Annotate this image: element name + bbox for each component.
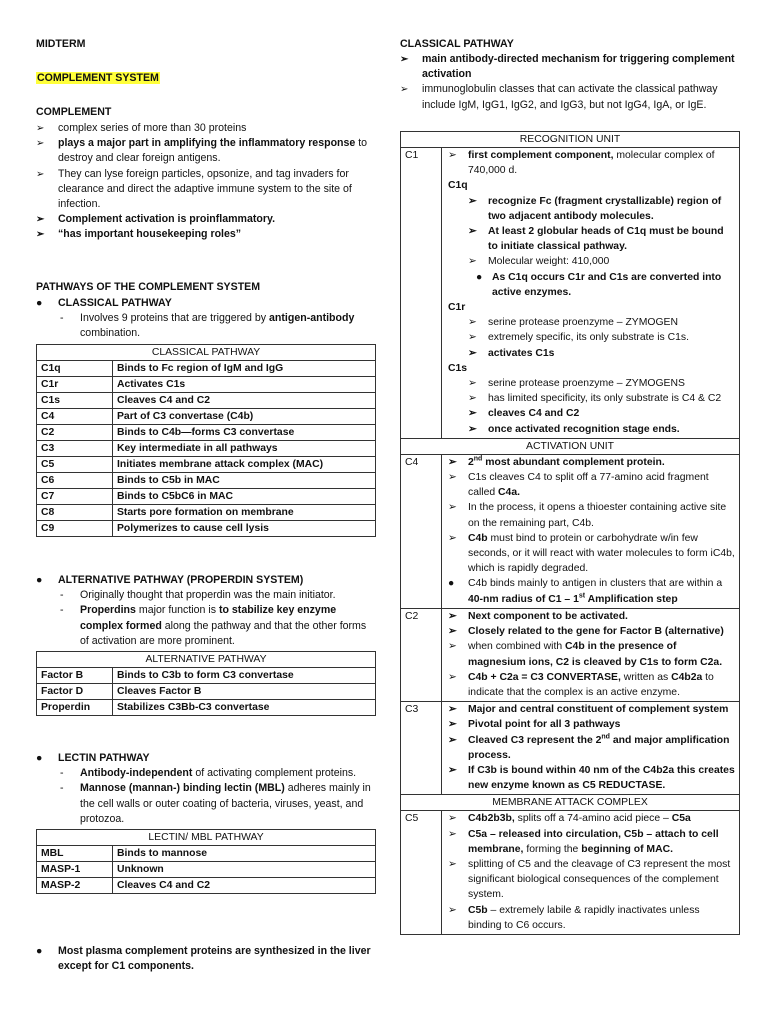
classical-section <box>36 296 376 537</box>
list-item: ➢ C5b – extremely labile & rapidly inactivates unless binding to C6 occurs. <box>448 904 700 931</box>
row-description: Key intermediate in all pathways <box>113 440 376 456</box>
list-item: ➢ “has important housekeeping roles” <box>36 227 376 242</box>
table-row <box>37 392 376 408</box>
row-description: Starts pore formation on membrane <box>113 504 376 520</box>
list-item: ➢ C4b must bind to protein or carbohydrate w/in few seconds, or it will react with water molecules to form iC4b, which is rapidly degraded. <box>448 532 735 575</box>
list-item: ➢ C4b + C2a = C3 CONVERTASE, written as C4b2a to indicate that the complex is an active enzyme. <box>448 671 714 698</box>
table-row <box>37 862 376 878</box>
row-label: MASP-2 <box>37 878 113 894</box>
row-label: C5 <box>401 811 442 935</box>
row-description: Cleaves C4 and C2 <box>113 878 376 894</box>
sub-heading: C1q <box>448 180 468 192</box>
table-title: CLASSICAL PATHWAY <box>37 344 376 360</box>
classical-intro-list <box>400 52 740 113</box>
arrowhead-bullet-icon: ➢ <box>468 256 477 268</box>
table-row <box>37 846 376 862</box>
list-item: ➢ C5a – released into circulation, C5b – attach to cell membrane, forming the beginning of MAC. <box>448 828 719 855</box>
row-label: Properdin <box>37 700 113 716</box>
round-bullet-icon: ● <box>36 574 43 586</box>
arrowhead-bullet-icon: ➢ <box>448 456 457 468</box>
arrowhead-bullet-icon: ➢ <box>468 226 477 238</box>
list-item: ➢ C4b2b3b, splits off a 74-amino acid piece – C5a <box>446 811 735 826</box>
arrowhead-bullet-icon: ➢ <box>400 54 409 65</box>
list-item: ➢ plays a major part in amplifying the inflammatory response to destroy and clear foreign antigens. <box>36 137 368 165</box>
arrowhead-bullet-icon: ➢ <box>36 214 45 226</box>
row-description: Binds to Fc region of IgM and IgG <box>113 360 376 376</box>
row-label: C1q <box>37 360 113 376</box>
midterm-label: MIDTERM <box>36 38 86 50</box>
arrowhead-bullet-icon: ➢ <box>448 671 457 683</box>
pathways-heading: PATHWAYS OF THE COMPLEMENT SYSTEM <box>36 281 261 293</box>
list-item: ➢ when combined with C4b in the presence of magnesium ions, C2 is cleaved by C1s to form C2a. <box>448 641 723 668</box>
list-item: ● C4b binds mainly to antigen in clusters that are within a 40-nm radius of C1 – 1st Amplification step <box>448 578 723 605</box>
table-row <box>401 148 740 439</box>
row-description: Binds to C5b in MAC <box>113 472 376 488</box>
table-title: ALTERNATIVE PATHWAY <box>37 652 376 668</box>
arrowhead-bullet-icon: ➢ <box>448 532 457 544</box>
arrowhead-bullet-icon: ➢ <box>448 828 457 840</box>
list-item: ➢ They can lyse foreign particles, opsonize, and tag invaders for clearance and direct the adaptive immune system to the site of infection. <box>36 167 352 211</box>
table-row <box>37 700 376 716</box>
row-label: C6 <box>37 472 113 488</box>
table-row <box>37 472 376 488</box>
row-label: C1r <box>37 376 113 392</box>
sub-heading: C1s <box>448 362 468 374</box>
list-item: ➢ serine protease proenzyme – ZYMOGENS <box>446 376 735 391</box>
complement-list <box>36 121 376 243</box>
arrowhead-bullet-icon: ➢ <box>448 641 457 653</box>
list-item: ➢ Closely related to the gene for Factor B (alternative) <box>446 624 735 639</box>
arrowhead-bullet-icon: ➢ <box>448 764 457 776</box>
note-item: - Originally thought that properdin was the main initiator. <box>60 589 336 602</box>
note-item: - Involves 9 proteins that are triggered by antigen-antibody combination. <box>60 312 355 340</box>
row-label: C2 <box>401 608 442 701</box>
row-description: Binds to mannose <box>113 846 376 862</box>
row-label: C5 <box>37 456 113 472</box>
list-item: ➢ Next component to be activated. <box>446 609 735 624</box>
row-label: MASP-1 <box>37 862 113 878</box>
arrowhead-bullet-icon: ➢ <box>468 393 477 405</box>
row-label: C9 <box>37 520 113 536</box>
row-label: Factor D <box>37 684 113 700</box>
row-description: Cleaves Factor B <box>113 684 376 700</box>
activation-unit-header: ACTIVATION UNIT <box>401 438 740 454</box>
list-item: ➢ has limited specificity, its only substrate is C4 & C2 <box>446 391 735 406</box>
list-item: ➢ immunoglobulin classes that can activate the classical pathway include IgM, IgG1, IgG2, and IgG3, but not IgG4, IgA, or IgE. <box>400 83 718 111</box>
row-label: C7 <box>37 488 113 504</box>
list-item: ➢ main antibody-directed mechanism for triggering complement activation <box>400 53 735 81</box>
arrowhead-bullet-icon: ➢ <box>468 195 477 207</box>
bullet-item: ● Most plasma complement proteins are synthesized in the liver except for C1 components. <box>36 945 371 973</box>
list-item: ➢ If C3b is bound within 40 nm of the C4b2a this creates new enzyme known as C5 REDUCTASE. <box>448 764 735 792</box>
arrowhead-bullet-icon: ➢ <box>448 734 457 746</box>
arrowhead-bullet-icon: ➢ <box>448 610 457 622</box>
table-row <box>401 454 740 608</box>
arrowhead-bullet-icon: ➢ <box>468 347 477 359</box>
list-item: ➢ Pivotal point for all 3 pathways <box>446 717 735 732</box>
note-item: - Properdins major function is to stabilize key enzyme complex formed along the pathway and that the other forms of activation are more prominent. <box>60 604 367 647</box>
round-bullet-icon: ● <box>36 297 43 309</box>
round-bullet-icon: ● <box>448 578 455 590</box>
arrowhead-bullet-icon: ➢ <box>468 332 477 344</box>
round-bullet-icon: ● <box>36 945 43 957</box>
bullet-item: ● CLASSICAL PATHWAY <box>36 296 376 311</box>
list-item: ➢ recognize Fc (fragment crystallizable) region of two adjacent antibody molecules. <box>468 195 722 222</box>
mac-header: MEMBRANE ATTACK COMPLEX <box>401 795 740 811</box>
table-row <box>37 376 376 392</box>
list-item: ➢ C1s cleaves C4 to split off a 77-amino acid fragment called C4a. <box>448 472 709 499</box>
row-description: Polymerizes to cause cell lysis <box>113 520 376 536</box>
list-item: ➢ In the process, it opens a thioester containing active site on the remaining part, C4b. <box>448 502 727 529</box>
list-item: ➢ Molecular weight: 410,000 <box>446 254 735 269</box>
row-description: Initiates membrane attack complex (MAC) <box>113 456 376 472</box>
arrowhead-bullet-icon: ➢ <box>468 408 477 420</box>
round-bullet-icon: ● <box>36 752 43 764</box>
complement-heading: COMPLEMENT <box>36 106 112 118</box>
row-description: Binds to C3b to form C3 convertase <box>113 668 376 684</box>
round-bullet-icon: ● <box>476 271 483 283</box>
sub-heading: C1r <box>448 302 466 314</box>
arrowhead-bullet-icon: ➢ <box>448 502 457 514</box>
row-label: C3 <box>37 440 113 456</box>
list-item: ➢ once activated recognition stage ends. <box>446 422 735 437</box>
lectin-section <box>36 751 376 894</box>
row-description: Activates C1s <box>113 376 376 392</box>
arrowhead-bullet-icon: ➢ <box>448 904 457 916</box>
list-item: ➢ first complement component, molecular complex of 740,000 d. <box>448 150 715 177</box>
table-row <box>37 424 376 440</box>
row-description: Part of C3 convertase (C4b) <box>113 408 376 424</box>
highlighted-title: COMPLEMENT SYSTEM <box>37 72 159 84</box>
row-label: Factor B <box>37 668 113 684</box>
note-item: - Mannose (mannan-) binding lectin (MBL) adheres mainly in the cell walls or outer coating of bacteria, viruses, yeast, and protozoa. <box>60 782 371 825</box>
list-item: ➢ 2nd most abundant complement protein. <box>446 455 735 470</box>
arrowhead-bullet-icon: ➢ <box>400 84 409 96</box>
list-item: ➢ At least 2 globular heads of C1q must be bound to initiate classical pathway. <box>468 226 724 253</box>
list-item: ➢ extremely specific, its only substrate is C1s. <box>446 330 735 345</box>
table-row <box>37 520 376 536</box>
lectin-pathway-table <box>36 829 376 894</box>
classical-pathway-table <box>36 344 376 537</box>
list-item: ● As C1q occurs C1r and C1s are converted into active enzymes. <box>476 271 722 298</box>
row-label: C1 <box>401 148 442 439</box>
alternative-section <box>36 573 376 716</box>
arrowhead-bullet-icon: ➢ <box>36 138 45 150</box>
row-label: C4 <box>37 408 113 424</box>
list-item: ➢ complex series of more than 30 proteins <box>36 121 376 136</box>
arrowhead-bullet-icon: ➢ <box>448 150 457 161</box>
table-row <box>37 878 376 894</box>
table-row <box>37 684 376 700</box>
arrowhead-bullet-icon: ➢ <box>36 123 45 134</box>
row-label: C8 <box>37 504 113 520</box>
classical-pathway-heading: CLASSICAL PATHWAY <box>400 38 514 50</box>
arrowhead-bullet-icon: ➢ <box>468 378 477 390</box>
bullet-item: ● ALTERNATIVE PATHWAY (PROPERDIN SYSTEM) <box>36 573 376 588</box>
arrowhead-bullet-icon: ➢ <box>448 626 457 638</box>
row-description: Cleaves C4 and C2 <box>113 392 376 408</box>
arrowhead-bullet-icon: ➢ <box>448 472 457 484</box>
table-row <box>37 504 376 520</box>
recognition-unit-header: RECOGNITION UNIT <box>401 132 740 148</box>
arrowhead-bullet-icon: ➢ <box>468 317 477 329</box>
arrowhead-bullet-icon: ➢ <box>36 229 45 241</box>
table-row <box>401 702 740 795</box>
page-title <box>36 71 376 86</box>
list-item: ➢ Major and central constituent of complement system <box>446 702 735 717</box>
alternative-pathway-table <box>36 651 376 716</box>
row-description: Stabilizes C3Bb-C3 convertase <box>113 700 376 716</box>
list-item: ➢ Cleaved C3 represent the 2nd and major amplification process. <box>448 733 730 761</box>
arrowhead-bullet-icon: ➢ <box>468 423 477 435</box>
arrowhead-bullet-icon: ➢ <box>448 719 457 731</box>
row-description: Binds to C5bC6 in MAC <box>113 488 376 504</box>
classical-detail-table <box>400 131 740 935</box>
table-row <box>37 440 376 456</box>
arrowhead-bullet-icon: ➢ <box>448 704 457 716</box>
bullet-item: ● LECTIN PATHWAY <box>36 751 376 766</box>
table-title: LECTIN/ MBL PATHWAY <box>37 830 376 846</box>
row-label: C3 <box>401 702 442 795</box>
list-item: ➢ serine protease proenzyme – ZYMOGEN <box>446 315 735 330</box>
row-label: C1s <box>37 392 113 408</box>
note-item: - Antibody-independent of activating complement proteins. <box>60 767 357 780</box>
arrowhead-bullet-icon: ➢ <box>448 858 457 870</box>
row-description: Binds to C4b—forms C3 convertase <box>113 424 376 440</box>
arrowhead-bullet-icon: ➢ <box>36 168 45 180</box>
table-row <box>37 408 376 424</box>
arrowhead-bullet-icon: ➢ <box>448 813 457 825</box>
list-item: ➢ activates C1s <box>446 346 735 361</box>
table-row <box>401 608 740 701</box>
table-row <box>37 360 376 376</box>
list-item: ➢ Complement activation is proinflammatory. <box>36 212 376 227</box>
row-label: C2 <box>37 424 113 440</box>
row-label: MBL <box>37 846 113 862</box>
row-label: C4 <box>401 454 442 608</box>
list-item: ➢ cleaves C4 and C2 <box>446 406 735 421</box>
footer-note <box>36 944 376 974</box>
list-item: ➢ splitting of C5 and the cleavage of C3 represent the most significant biological consequences of the complement system. <box>448 858 731 901</box>
table-row <box>37 668 376 684</box>
row-description: Unknown <box>113 862 376 878</box>
table-row <box>37 488 376 504</box>
table-row <box>37 456 376 472</box>
table-row <box>401 811 740 935</box>
